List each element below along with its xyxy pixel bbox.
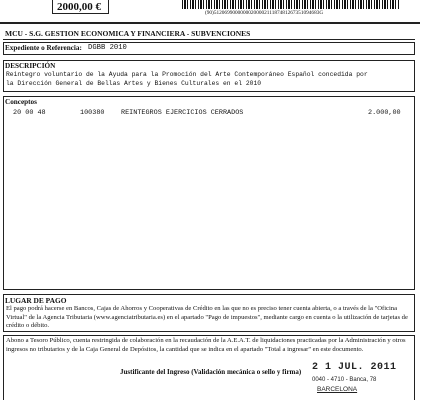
concepto-text: REINTEGROS EJERCICIOS CERRADOS [121, 109, 244, 117]
top-rule [0, 22, 420, 24]
conceptos-label: Conceptos [5, 98, 37, 106]
conceptos-box [3, 96, 415, 290]
barcode-number: (90)5120699000000020000211187481267351094683G [205, 10, 324, 16]
lugar-pago-label: LUGAR DE PAGO [5, 296, 67, 305]
expediente-value: DGBB 2010 [88, 44, 127, 52]
descripcion-label: DESCRIPCIÓN [5, 62, 56, 70]
total-amount: 2000,00 € [57, 1, 101, 13]
descripcion-line-2: la Dirección General de Bellas Artes y Bienes Culturales en el 2010 [6, 80, 262, 87]
lugar-pago-text: El pago podrá hacerse en Bancos, Cajas de Ahorros y Cooperativas de Crédito en las que no es preciso tener cuenta abierta, o a través de la "Oficina Virtual" de la Agencia Tributaria (www.agenciatributaria.es) en el apartado "Pago de impuestos", mediante cargo en cuenta o la utilización de tarjetas de crédito o débito. [6, 305, 408, 329]
concepto-number: 100380 [80, 109, 105, 117]
expediente-label: Expediente o Referencia: [5, 44, 82, 52]
stamp-date: 2 1 JUL. 2011 [312, 362, 397, 373]
concepto-amount: 2.000,00 [368, 109, 401, 117]
descripcion-line-1: Reintegro voluntario de la Ayuda para la Promoción del Arte Contemporáneo Español concedida por [6, 71, 368, 78]
justificante-label: Justificante del Ingreso (Validación mecánica o sello y firma) [120, 368, 302, 376]
concepto-code: 20 00 48 [13, 109, 46, 117]
abono-text: Abono a Tesoro Público, cuenta restringida de colaboración en la recaudación de la A.E.A.T. de liquidaciones practicadas por la Administración y otros ingresos no tributarios y de la Caja General de Depósitos, la cantidad que se indica en el apartado "Total a ingresar" en este documento. [6, 337, 406, 353]
section-title: MCU - S.G. GESTION ECONOMICA Y FINANCIERA - SUBVENCIONES [5, 29, 251, 38]
stamp-line-1: 0040 - 4710 - Banca, 78 [312, 377, 377, 383]
stamp-line-2: BARCELONA [317, 386, 358, 393]
barcode [182, 0, 400, 9]
